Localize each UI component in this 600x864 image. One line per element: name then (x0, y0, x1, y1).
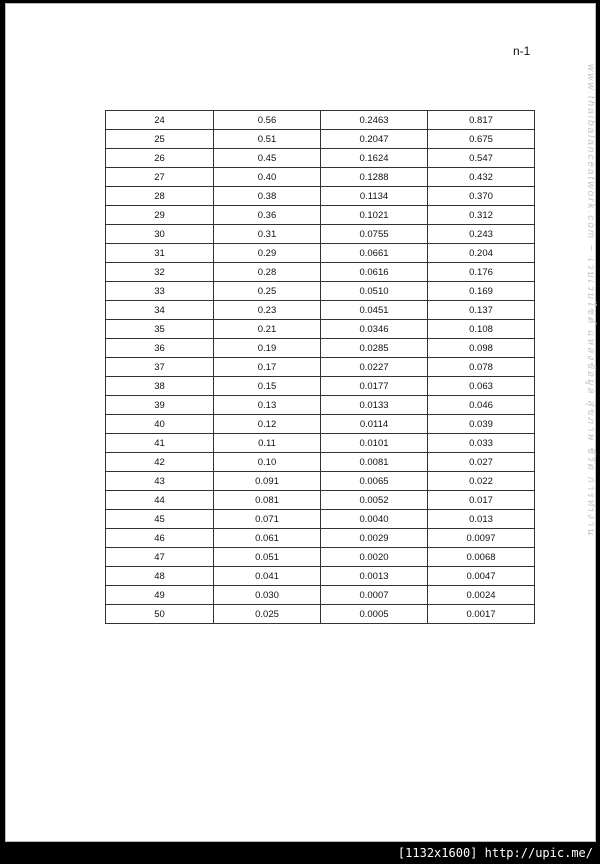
table-cell: 0.061 (214, 529, 321, 548)
table-row (106, 434, 535, 453)
table-cell: 0.0133 (321, 396, 428, 415)
table-cell: 0.25 (214, 282, 321, 301)
table-cell: 0.312 (428, 206, 535, 225)
table-cell: 34 (106, 301, 214, 320)
table-cell: 0.0013 (321, 567, 428, 586)
table-cell: 0.022 (428, 472, 535, 491)
table-cell: 0.063 (428, 377, 535, 396)
table-cell: 0.10 (214, 453, 321, 472)
table-cell: 0.017 (428, 491, 535, 510)
table-cell: 0.432 (428, 168, 535, 187)
table-cell: 0.29 (214, 244, 321, 263)
watermark (583, 64, 597, 834)
document-page (5, 3, 596, 842)
table-cell: 26 (106, 149, 214, 168)
table-row (106, 453, 535, 472)
table-cell: 0.21 (214, 320, 321, 339)
table-cell: 0.0020 (321, 548, 428, 567)
table-row (106, 605, 535, 624)
data-table (105, 110, 535, 624)
table-row (106, 111, 535, 130)
table-cell: 49 (106, 586, 214, 605)
table-cell: 35 (106, 320, 214, 339)
table-body (106, 111, 535, 624)
table-cell: 0.0052 (321, 491, 428, 510)
table-row (106, 149, 535, 168)
table-row (106, 339, 535, 358)
table-cell: 0.071 (214, 510, 321, 529)
table-cell: 0.0227 (321, 358, 428, 377)
table-cell: 33 (106, 282, 214, 301)
table-cell: 0.817 (428, 111, 535, 130)
table-row (106, 491, 535, 510)
table-row (106, 472, 535, 491)
image-host-tag: [1132x1600] http://upic.me/ (395, 845, 596, 861)
table-cell: 0.041 (214, 567, 321, 586)
table-cell: 40 (106, 415, 214, 434)
table-row (106, 567, 535, 586)
table-cell: 0.675 (428, 130, 535, 149)
table-cell: 0.0451 (321, 301, 428, 320)
table-row (106, 529, 535, 548)
table-cell: 37 (106, 358, 214, 377)
table-cell: 0.027 (428, 453, 535, 472)
table-cell: 36 (106, 339, 214, 358)
table-cell: 0.0510 (321, 282, 428, 301)
table-cell: 0.15 (214, 377, 321, 396)
table-cell: 0.0065 (321, 472, 428, 491)
table-row (106, 206, 535, 225)
table-cell: 0.081 (214, 491, 321, 510)
table-cell: 0.0285 (321, 339, 428, 358)
table-cell: 0.108 (428, 320, 535, 339)
table-cell: 24 (106, 111, 214, 130)
table-cell: 0.030 (214, 586, 321, 605)
table-cell: 25 (106, 130, 214, 149)
table-row (106, 586, 535, 605)
table-cell: 0.0081 (321, 453, 428, 472)
table-cell: 0.40 (214, 168, 321, 187)
table-cell: 50 (106, 605, 214, 624)
table-cell: 0.0114 (321, 415, 428, 434)
table-cell: 0.204 (428, 244, 535, 263)
table-cell: 0.1134 (321, 187, 428, 206)
table-cell: 0.0005 (321, 605, 428, 624)
table-row (106, 510, 535, 529)
table-cell: 43 (106, 472, 214, 491)
page-number: n-1 (513, 44, 531, 58)
table-cell: 0.033 (428, 434, 535, 453)
table-cell: 0.0661 (321, 244, 428, 263)
table-cell: 0.0029 (321, 529, 428, 548)
table-cell: 0.370 (428, 187, 535, 206)
table-cell: 46 (106, 529, 214, 548)
table-cell: 0.2463 (321, 111, 428, 130)
table-cell: 0.025 (214, 605, 321, 624)
table-row (106, 358, 535, 377)
table-row (106, 301, 535, 320)
table-cell: 0.45 (214, 149, 321, 168)
table-cell: 0.013 (428, 510, 535, 529)
table-cell: 0.11 (214, 434, 321, 453)
table-row (106, 548, 535, 567)
table-cell: 0.039 (428, 415, 535, 434)
table-row (106, 396, 535, 415)
table-cell: 0.0616 (321, 263, 428, 282)
table-cell: 0.051 (214, 548, 321, 567)
table-cell: 0.0755 (321, 225, 428, 244)
table-cell: 0.28 (214, 263, 321, 282)
table-cell: 0.1021 (321, 206, 428, 225)
table-cell: 0.137 (428, 301, 535, 320)
table-cell: 47 (106, 548, 214, 567)
table-cell: 0.547 (428, 149, 535, 168)
table-cell: 0.0346 (321, 320, 428, 339)
table-cell: 30 (106, 225, 214, 244)
table-cell: 0.078 (428, 358, 535, 377)
table-cell: 44 (106, 491, 214, 510)
table-cell: 0.36 (214, 206, 321, 225)
table-cell: 0.0101 (321, 434, 428, 453)
table-row (106, 415, 535, 434)
table-cell: 0.13 (214, 396, 321, 415)
table-cell: 0.23 (214, 301, 321, 320)
table-cell: 45 (106, 510, 214, 529)
table-cell: 0.176 (428, 263, 535, 282)
table-row (106, 225, 535, 244)
table-cell: 0.19 (214, 339, 321, 358)
table-cell: 0.1624 (321, 149, 428, 168)
table-cell: 0.0068 (428, 548, 535, 567)
table-cell: 41 (106, 434, 214, 453)
table-cell: 0.51 (214, 130, 321, 149)
table-cell: 0.0007 (321, 586, 428, 605)
watermark-text: www.thaibalanceatwork.com ~ เวบเวบไซต์ แหล่งข้อมูล สุขภาพ ชีวิต การทำงาน (585, 64, 596, 537)
table-cell: 0.0097 (428, 529, 535, 548)
table-cell: 38 (106, 377, 214, 396)
table-cell: 39 (106, 396, 214, 415)
table-row (106, 244, 535, 263)
table-cell: 0.0047 (428, 567, 535, 586)
table-row (106, 282, 535, 301)
table-row (106, 168, 535, 187)
table-cell: 0.169 (428, 282, 535, 301)
table-cell: 32 (106, 263, 214, 282)
table-cell: 0.2047 (321, 130, 428, 149)
table-cell: 31 (106, 244, 214, 263)
table-cell: 0.098 (428, 339, 535, 358)
table-cell: 0.046 (428, 396, 535, 415)
table-cell: 0.243 (428, 225, 535, 244)
table-row (106, 377, 535, 396)
table-cell: 0.31 (214, 225, 321, 244)
table-cell: 0.0177 (321, 377, 428, 396)
table-cell: 29 (106, 206, 214, 225)
table-row (106, 130, 535, 149)
table-cell: 0.091 (214, 472, 321, 491)
table-cell: 0.1288 (321, 168, 428, 187)
table-cell: 0.38 (214, 187, 321, 206)
table-cell: 42 (106, 453, 214, 472)
table-row (106, 320, 535, 339)
table-row (106, 263, 535, 282)
table-cell: 0.0024 (428, 586, 535, 605)
table-cell: 28 (106, 187, 214, 206)
table-cell: 0.17 (214, 358, 321, 377)
table-cell: 48 (106, 567, 214, 586)
table-cell: 0.0040 (321, 510, 428, 529)
table-row (106, 187, 535, 206)
table-cell: 0.12 (214, 415, 321, 434)
table-cell: 27 (106, 168, 214, 187)
table-cell: 0.0017 (428, 605, 535, 624)
table-cell: 0.56 (214, 111, 321, 130)
